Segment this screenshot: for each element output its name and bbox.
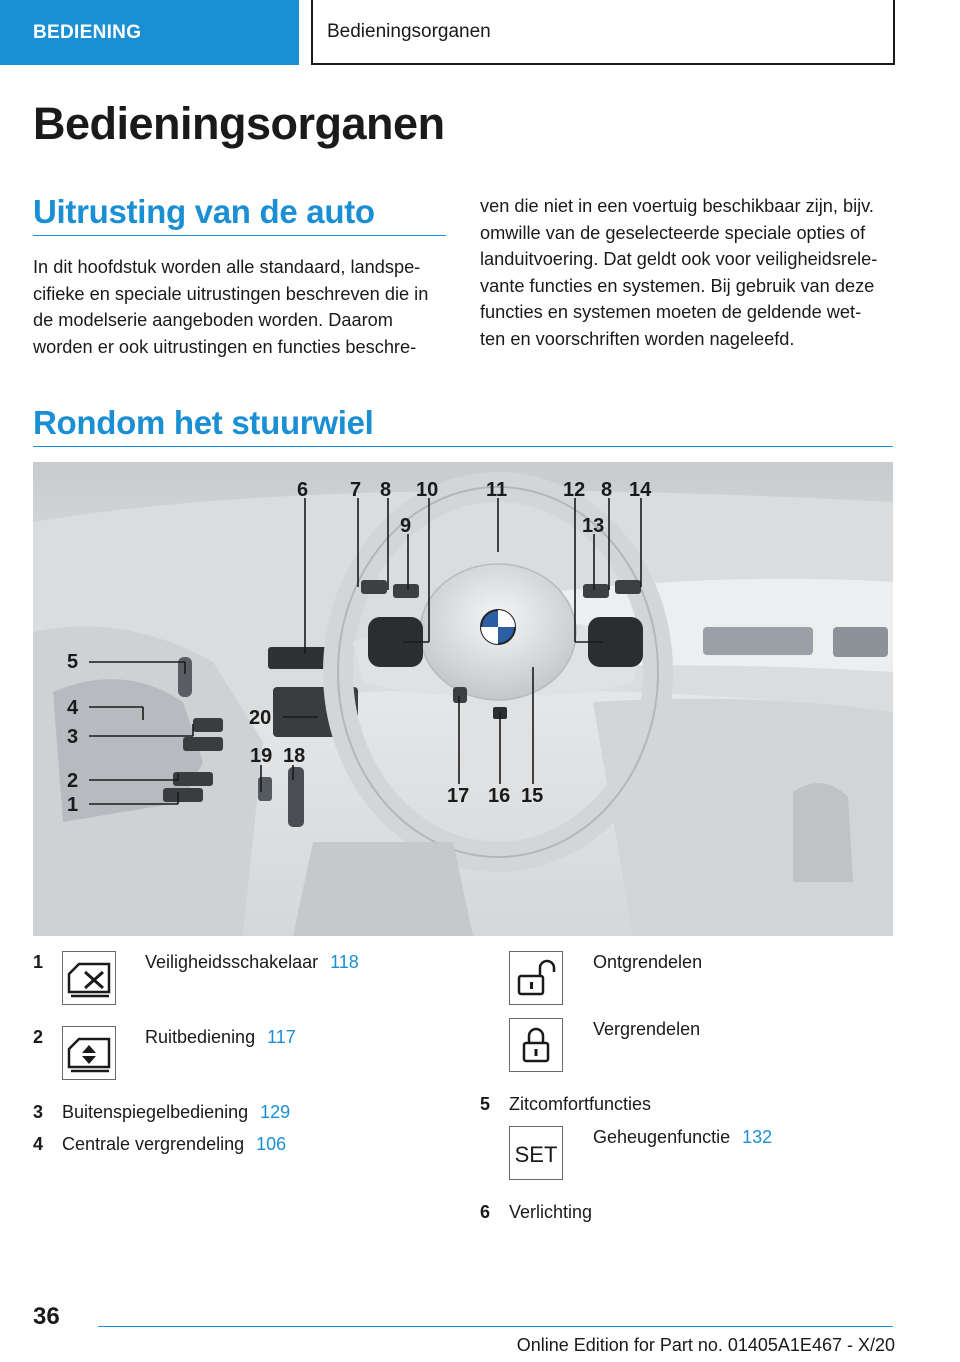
page-ref-129[interactable]: 129 (260, 1102, 291, 1122)
callout-7: 7 (350, 479, 362, 501)
lock-icon (509, 1018, 563, 1072)
intro-paragraph-left: In dit hoofdstuk worden alle standaard, landspe- cifieke en speciale uitrustingen beschreven die in de modelserie aangeboden worden. Daarom worden er ook uitrustingen en functies beschre- (33, 257, 429, 357)
legend-item-2 (145, 1027, 296, 1048)
callout-19: 19 (250, 745, 273, 767)
legend-item-4 (62, 1134, 286, 1155)
legend-num-3: 3 (33, 1102, 44, 1122)
callout-11: 11 (486, 479, 508, 501)
callout-14: 14 (629, 479, 652, 501)
section-title-steering-wheel: Rondom het stuurwiel (33, 404, 374, 441)
callout-1: 1 (67, 794, 79, 816)
legend-num-6: 6 (480, 1202, 491, 1222)
legend-num-2: 2 (33, 1027, 44, 1047)
legend-num-1: 1 (33, 952, 44, 972)
callout-17: 17 (447, 785, 470, 807)
legend-item-1 (145, 952, 359, 973)
edition-text: Online Edition for Part no. 01405A1E467 - X/20 (516, 1335, 895, 1355)
section-tab[interactable]: BEDIENING (0, 0, 299, 65)
legend-label-4: Centrale vergrendeling (62, 1134, 245, 1154)
callout-2: 2 (67, 770, 79, 792)
legend-memory (593, 1127, 772, 1148)
unlock-icon (509, 951, 563, 1005)
set-memory-icon (509, 1126, 563, 1180)
callout-6: 6 (297, 479, 309, 501)
section-title-equipment: Uitrusting van de auto (33, 193, 375, 230)
callout-12: 12 (563, 479, 586, 501)
page-ref-117[interactable]: 117 (267, 1027, 296, 1047)
page-ref-106[interactable]: 106 (256, 1134, 287, 1154)
section-rule (33, 446, 893, 447)
cockpit-photo (33, 462, 893, 936)
callout-8: 8 (380, 479, 392, 501)
legend-item-3 (62, 1102, 290, 1123)
legend-label-1: Veiligheidsschakelaar (145, 952, 319, 972)
legend-memory-label: Geheugenfunctie (593, 1127, 731, 1147)
callout-13: 13 (582, 515, 605, 537)
page-title: Bedieningsorganen (33, 98, 445, 149)
footer-rule (98, 1326, 893, 1327)
legend-num-5: 5 (480, 1094, 491, 1114)
svg-text:SET: SET (514, 1142, 558, 1167)
legend-item-5: Zitcomfortfuncties (509, 1094, 652, 1114)
legend-num-4: 4 (33, 1134, 44, 1154)
page-number: 36 (33, 1303, 60, 1330)
legend-item-6: Verlichting (509, 1202, 593, 1222)
window-safety-switch-icon (62, 951, 116, 1005)
callout-4: 4 (67, 697, 79, 719)
callout-16: 16 (488, 785, 511, 807)
chapter-header: Bedieningsorganen (311, 0, 895, 65)
callout-5: 5 (67, 651, 79, 673)
callout-9: 9 (400, 515, 412, 537)
window-control-icon (62, 1026, 116, 1080)
section-rule (33, 235, 446, 236)
page-ref-132[interactable]: 132 (742, 1127, 773, 1147)
callout-15: 15 (521, 785, 544, 807)
callout-8b: 8 (601, 479, 613, 501)
callout-18: 18 (283, 745, 306, 767)
page-ref-118[interactable]: 118 (330, 952, 359, 972)
callout-20: 20 (249, 707, 272, 729)
legend-label-3: Buitenspiegelbediening (62, 1102, 249, 1122)
legend-unlock: Ontgrendelen (593, 952, 703, 972)
intro-paragraph-right: ven die niet in een voertuig beschikbaar zijn, bijv. omwille van de geselecteerde speciale opties of landuitvoering. Dat geldt ook voor veiligheidsrele- vante functies en systemen. Bij gebruik van deze functies en systemen moeten de geldende wet- ten en voorschriften worden nageleefd. (480, 196, 878, 349)
legend-lock: Vergrendelen (593, 1019, 701, 1039)
legend-label-2: Ruitbediening (145, 1027, 256, 1047)
callout-3: 3 (67, 726, 79, 748)
callout-10: 10 (416, 479, 439, 501)
